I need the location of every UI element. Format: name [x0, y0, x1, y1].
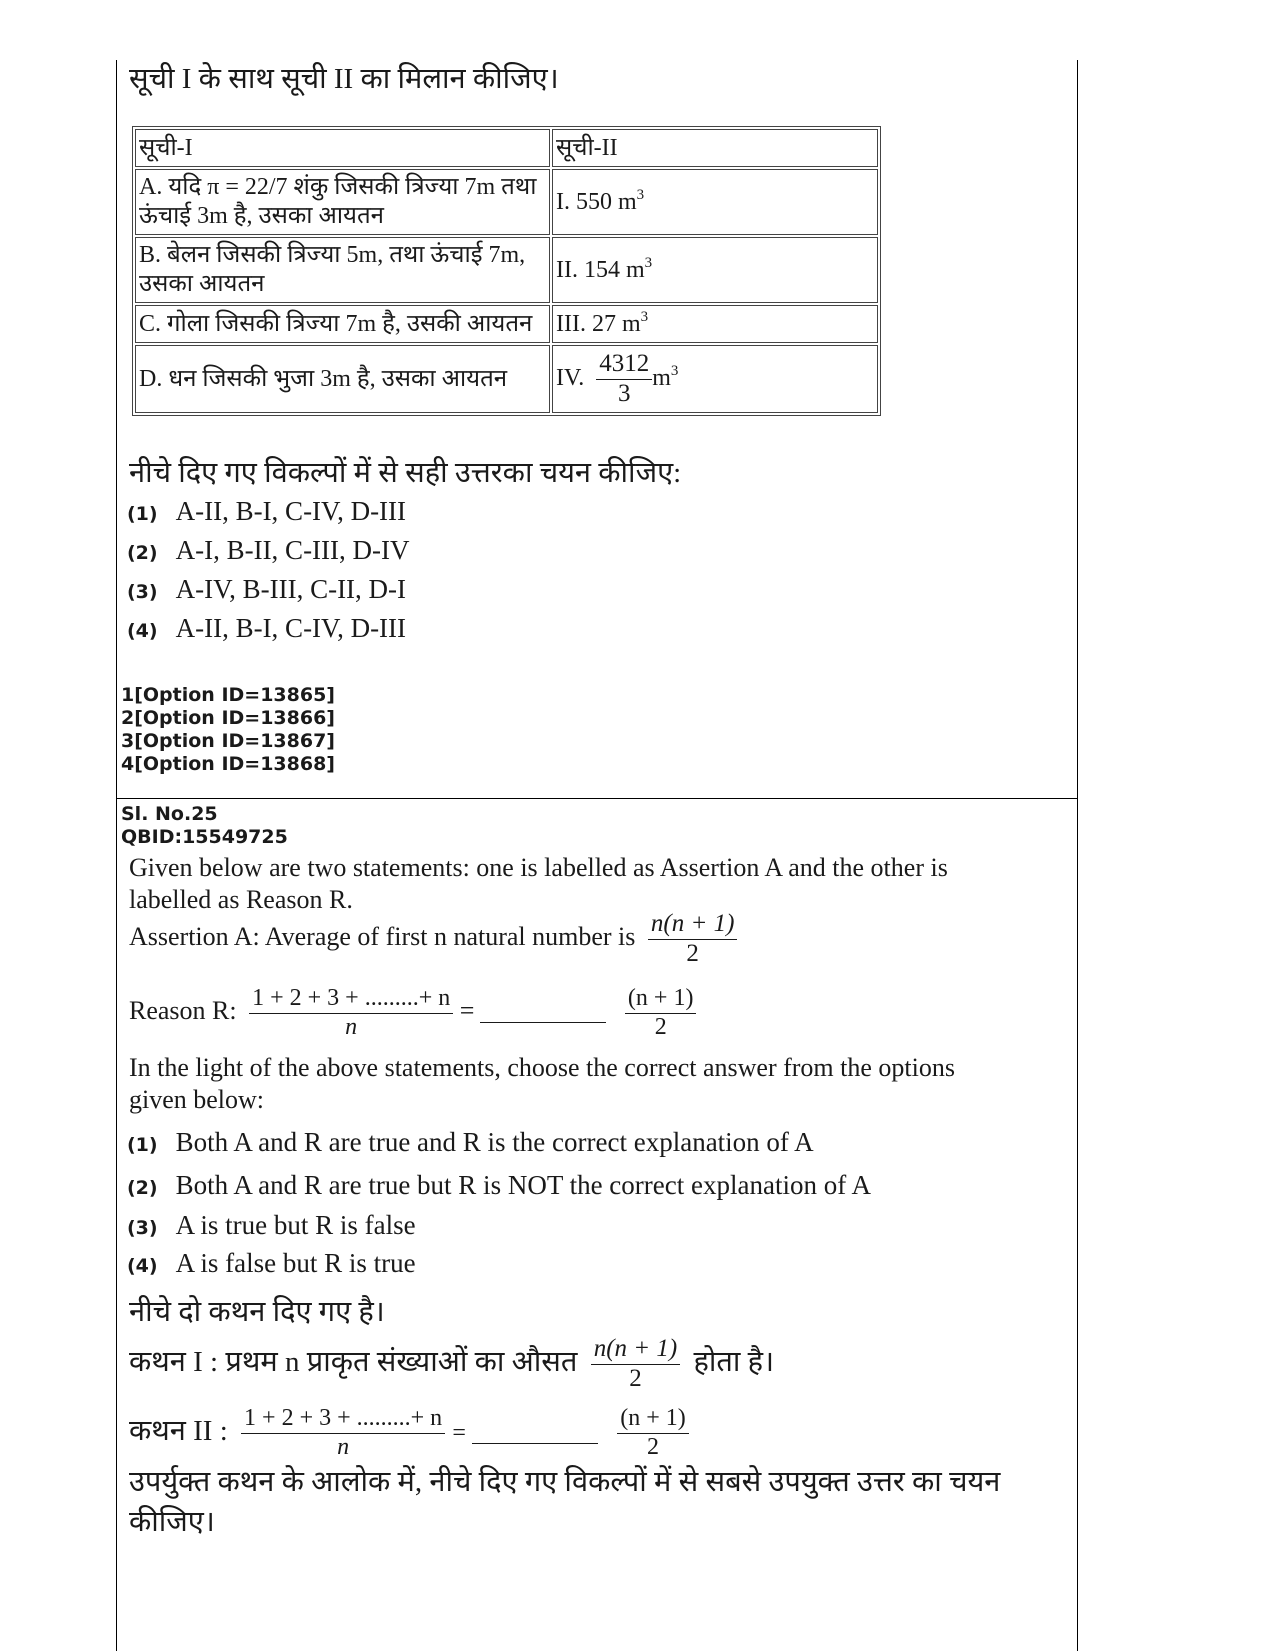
table-row — [135, 305, 878, 343]
fraction: $\frac{n(n + 1)}{2}$ — [591, 1335, 681, 1394]
table-cell-list1: A. यदि π = 22/7 शंकु जिसकी त्रिज्या 7m तथा ऊंचाई 3m है, उसका आयतन — [135, 169, 550, 235]
table-cell-list2: IV. $\frac{4312}{3}$ $m^3$ — [552, 345, 878, 413]
option-text: A-II, B-I, C-IV, D-III — [175, 613, 407, 643]
option-id: 1[Option ID=13865] — [121, 684, 335, 706]
option-number: (4) — [127, 1255, 158, 1277]
fraction: $\frac{1 + 2 + 3 + .........+ n}{n}$ — [241, 1405, 445, 1461]
fraction: $\frac{1 + 2 + 3 + .........+ n}{n}$ — [249, 985, 453, 1041]
option-id-list — [121, 684, 335, 776]
option-number: (3) — [127, 1217, 158, 1239]
option-row — [127, 1210, 416, 1241]
table-cell-list2: I. 550 $m^3$ — [552, 169, 878, 235]
hindi-statement-1: कथन I : प्रथम n प्राकृत संख्याओं का औसत $\frac{n(n + 1)}{2}$ होता है। — [129, 1335, 775, 1392]
table-cell-list1: D. धन जिसकी भुजा 3m है, उसका आयतन — [135, 345, 550, 413]
table-header-list2: सूची-II — [552, 129, 878, 167]
table-cell-list1: B. बेलन जिसकी त्रिज्या 5m, तथा ऊंचाई 7m, उसका आयतन — [135, 237, 550, 303]
option-number: (4) — [127, 620, 158, 642]
qbid: QBID:15549725 — [121, 826, 288, 848]
serial-number: Sl. No.25 — [121, 803, 218, 825]
option-row — [127, 496, 406, 527]
option-number: (2) — [127, 1177, 158, 1199]
assertion-line: Assertion A: Average of first n natural number is $\frac{n(n + 1)}{2}$ — [129, 910, 737, 969]
option-number: (2) — [127, 542, 158, 564]
table-header-list1: सूची-I — [135, 129, 550, 167]
option-row — [127, 574, 406, 605]
option-id: 4[Option ID=13868] — [121, 753, 335, 775]
table-row — [135, 345, 878, 413]
option-row — [127, 1248, 416, 1279]
option-row — [127, 535, 410, 566]
table-row — [135, 237, 878, 303]
option-number: (3) — [127, 581, 158, 603]
hindi-statement-2: कथन II : $\frac{1 + 2 + 3 + .........+ n}{n}$ = $\frac{(n + 1)}{2}$ — [129, 1405, 689, 1461]
hindi-outro: उपर्युक्त कथन के आलोक में, नीचे दिए गए विकल्पों में से सबसे उपयुक्त उत्तर का चयन कीजिए। — [129, 1466, 1001, 1538]
question-divider — [116, 798, 1078, 799]
option-text: Both A and R are true and R is the correct explanation of A — [175, 1127, 814, 1157]
table-cell-list1: C. गोला जिसकी त्रिज्या 7m है, उसकी आयतन — [135, 305, 550, 343]
match-table — [132, 126, 881, 416]
table-cell-list2: III. 27 $m^3$ — [552, 305, 878, 343]
option-row — [127, 1127, 814, 1158]
question-header — [121, 803, 288, 849]
q24-prompt: सूची I के साथ सूची II का मिलान कीजिए। — [129, 63, 559, 95]
blank-line — [480, 1022, 606, 1023]
option-id: 3[Option ID=13867] — [121, 730, 335, 752]
q25-instruction: In the light of the above statements, choose the correct answer from the options given below: — [129, 1053, 955, 1114]
option-text: A-II, B-I, C-IV, D-III — [175, 496, 407, 526]
fraction: $\frac{n(n + 1)}{2}$ — [648, 910, 738, 969]
option-number: (1) — [127, 503, 158, 525]
fraction: $\frac{4312}{3}$ — [596, 350, 652, 409]
hindi-intro: नीचे दो कथन दिए गए है। — [129, 1296, 385, 1328]
table-header-row — [135, 129, 878, 167]
q24-instruction: नीचे दिए गए विकल्पों में से सही उत्तरका चयन कीजिए: — [129, 457, 682, 489]
reason-line: Reason R: $\frac{1 + 2 + 3 + .........+ n}{n}$ = $\frac{(n + 1)}{2}$ — [129, 985, 696, 1041]
option-text: A is false but R is true — [175, 1248, 416, 1278]
option-text: A-IV, B-III, C-II, D-I — [175, 574, 407, 604]
blank-line — [472, 1443, 598, 1444]
option-row — [127, 613, 406, 644]
fraction: $\frac{(n + 1)}{2}$ — [625, 985, 697, 1041]
option-row — [127, 1170, 871, 1201]
table-cell-list2: II. 154 $m^3$ — [552, 237, 878, 303]
fraction: $\frac{(n + 1)}{2}$ — [617, 1405, 689, 1461]
option-id: 2[Option ID=13866] — [121, 707, 335, 729]
option-text: A-I, B-II, C-III, D-IV — [175, 535, 410, 565]
q25-intro: Given below are two statements: one is labelled as Assertion A and the other is labelled as Reason R. — [129, 853, 948, 914]
option-text: A is true but R is false — [175, 1210, 416, 1240]
option-number: (1) — [127, 1134, 158, 1156]
option-text: Both A and R are true but R is NOT the correct explanation of A — [175, 1170, 871, 1200]
table-row — [135, 169, 878, 235]
